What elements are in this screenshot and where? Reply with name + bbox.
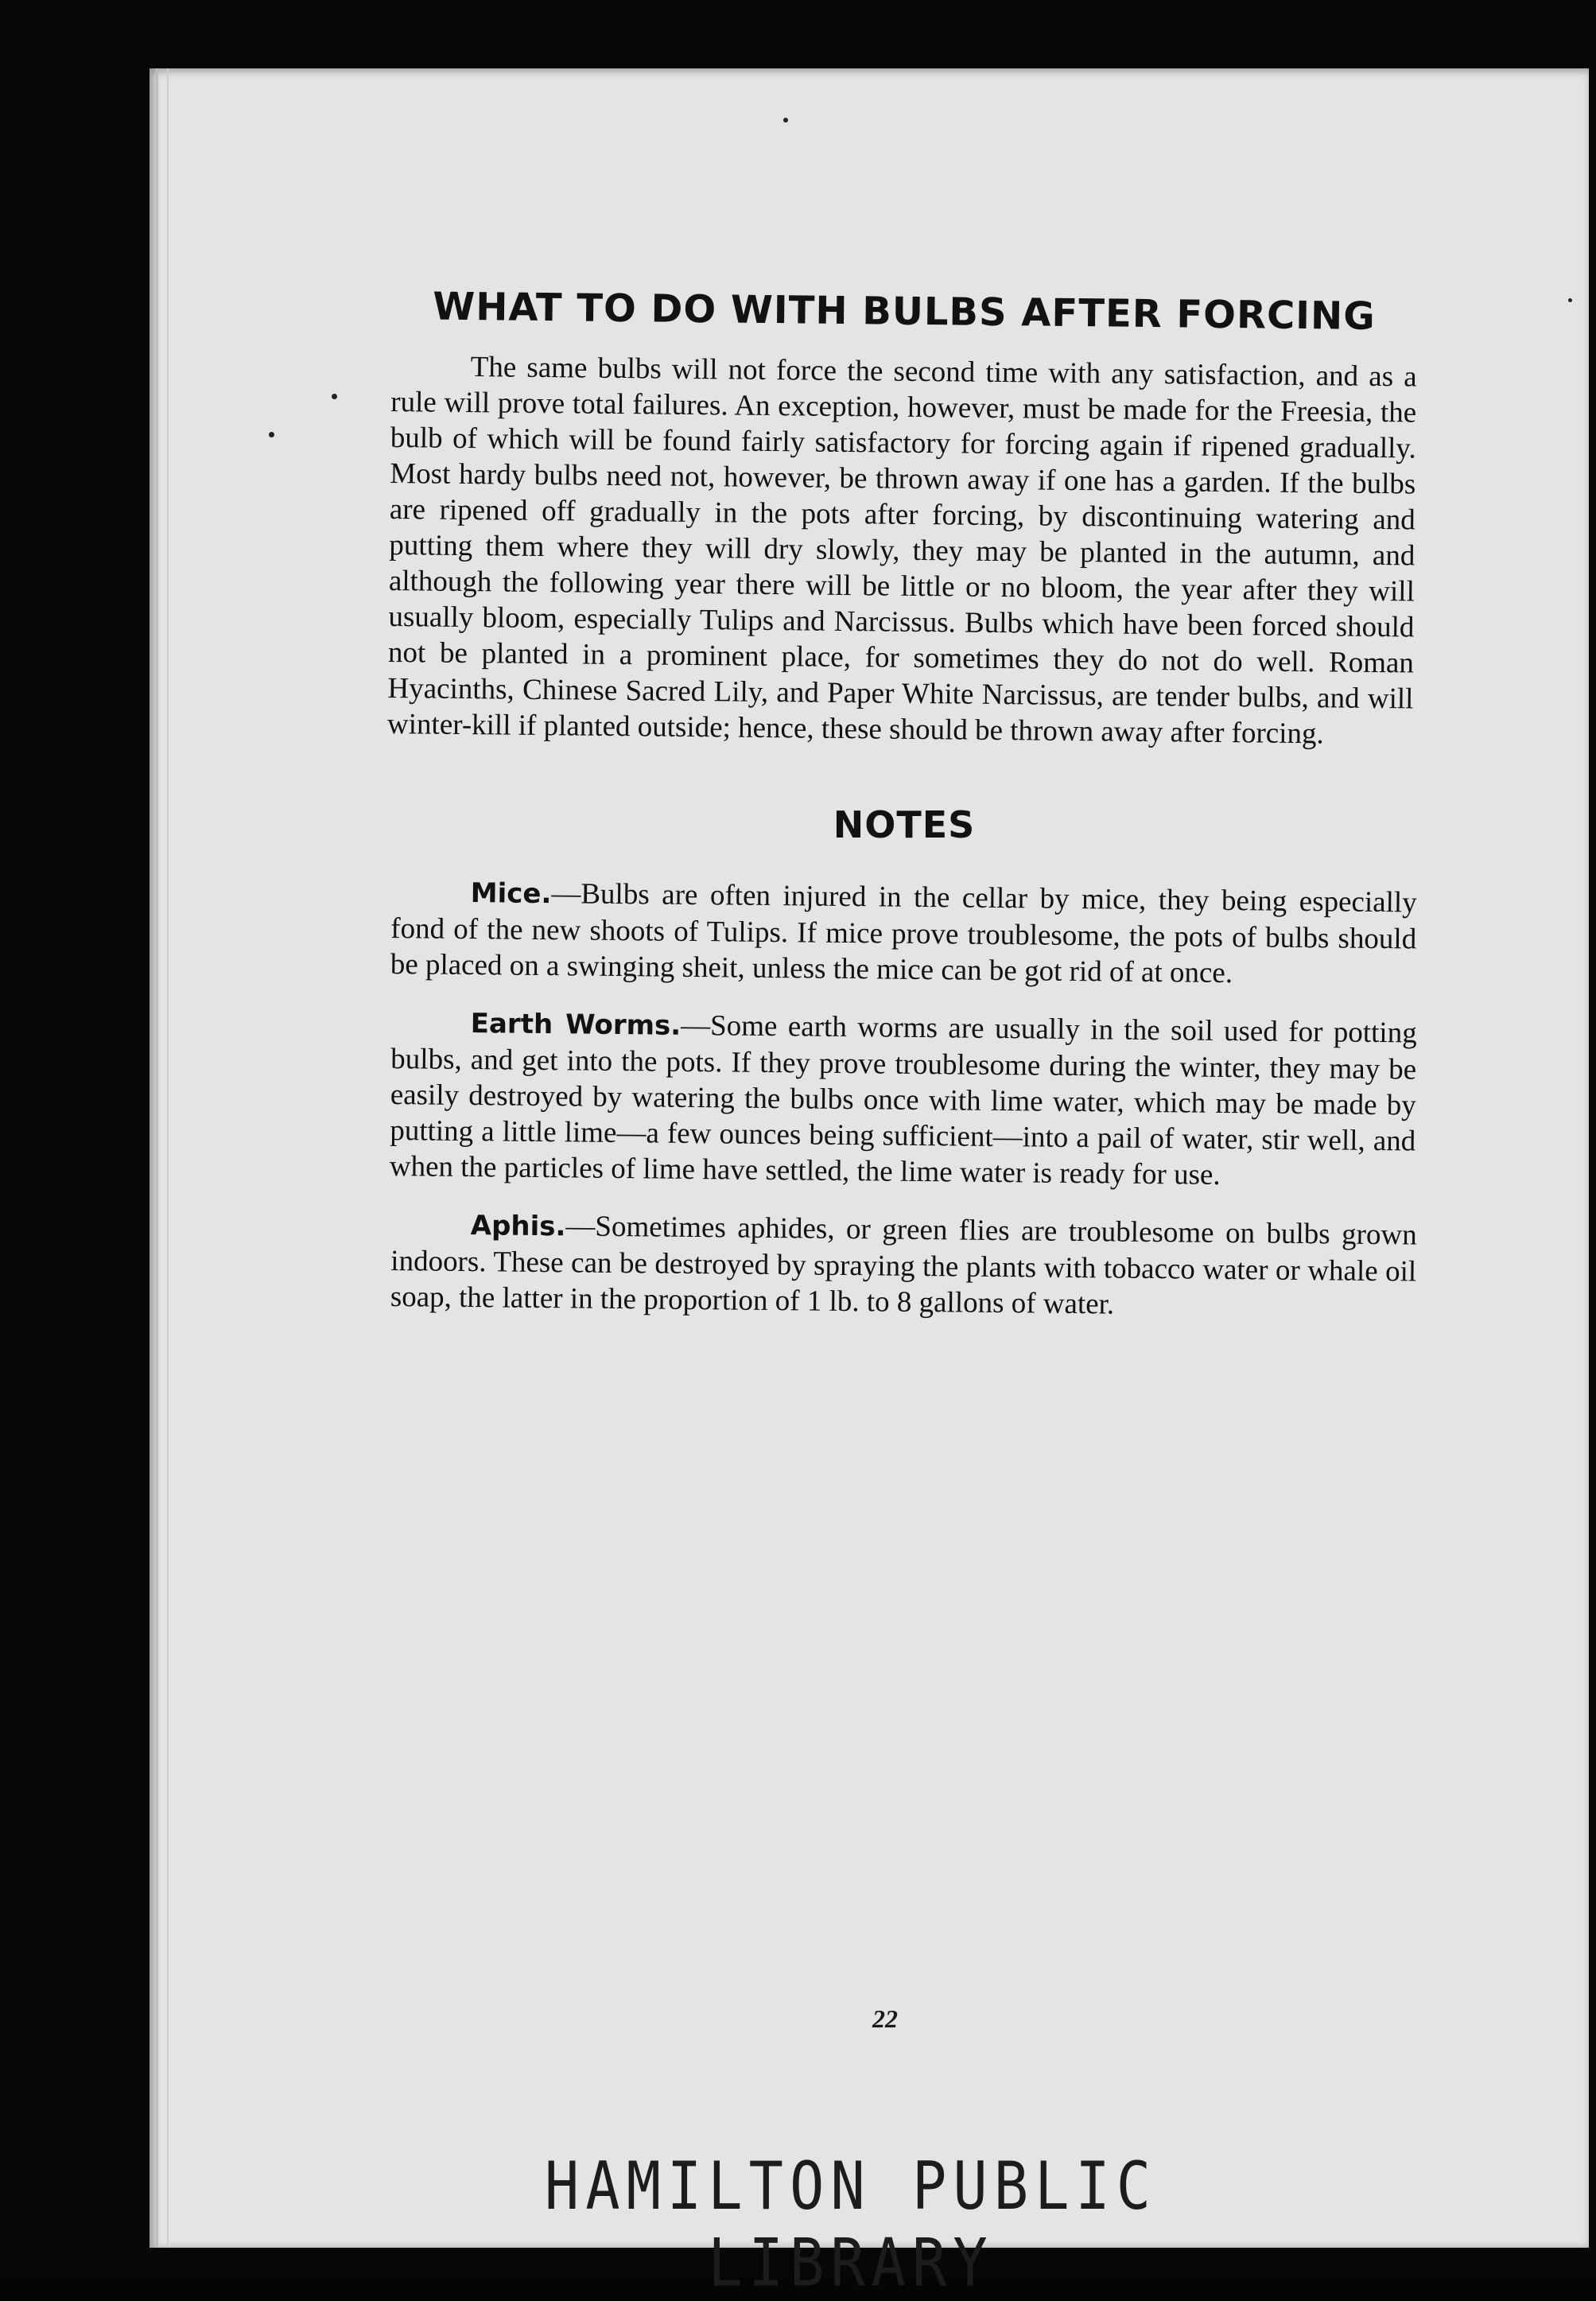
note-text: —Some earth worms are usually in the soil used for potting bulbs, and get into the pots. If they prove troublesome during the winter, they may be easily destroyed by watering the bulbs once with lime water, which may be made by putting a little lime—a few ounces being sufficient—into a pail of water, stir well, and when the particles of lime have settled, the lime water is ready for use. [389, 1009, 1417, 1191]
page-title: WHAT TO DO WITH BULBS AFTER FORCING [433, 284, 1376, 339]
page-edge-inner [167, 68, 169, 2248]
note-title: Earth Worms. [470, 1008, 682, 1042]
notes-heading: NOTES [833, 803, 976, 846]
note-text: —Bulbs are often injured in the cellar by mice, they being especially fond of the new shoots of Tulips. If mice prove troublesome, the pots of bulbs should be placed on a swinging sheit, unless the mice can be got rid of at once. [390, 877, 1417, 990]
dust-speck [1568, 298, 1572, 302]
page-edge [156, 68, 158, 2248]
note-title: Mice. [470, 877, 552, 911]
body-paragraph: The same bulbs will not force the second time with any satisfaction, and as a rule will prove total failures. An exception, however, must be made for the Freesia, the bulb of which will be found fairly satisfactory for forcing again if ripened gradually. Most hardy bulbs need not, however, be thrown away if one has a garden. If the bulbs are ripened off gradually in the pots after forcing, by discontinuing watering and putting them where they will dry slowly, they may be planted in the autumn, and although the following year there will be little or no bloom, the year after they will usually bloom, especially Tulips and Narcissus. Bulbs which have been forced should not be planted in a prominent place, for sometimes they do not do well. Roman Hyacinths, Chinese Sacred Lily, and Paper White Narcissus, are tender bulbs, and will winter-kill if planted outside; hence, these should be thrown away after forcing. [386, 351, 1417, 751]
dust-speck [783, 118, 788, 122]
library-stamp: HAMILTON PUBLIC LIBRARY [544, 2147, 1158, 2301]
note-aphis [390, 1207, 1417, 1326]
note-mice [390, 874, 1417, 993]
dust-speck [269, 432, 274, 437]
note-text: —Sometimes aphides, or green flies are troublesome on bulbs grown indoors. These can be destroyed by spraying the plants with tobacco water or whale oil soap, the latter in the proportion of 1 lb. to 8 gallons of water. [390, 1210, 1417, 1321]
page-number: 22 [872, 2004, 898, 2033]
dust-speck [332, 394, 337, 399]
note-title: Aphis. [470, 1210, 566, 1243]
page-content [386, 278, 1417, 1321]
note-earth-worms [390, 1005, 1417, 1195]
